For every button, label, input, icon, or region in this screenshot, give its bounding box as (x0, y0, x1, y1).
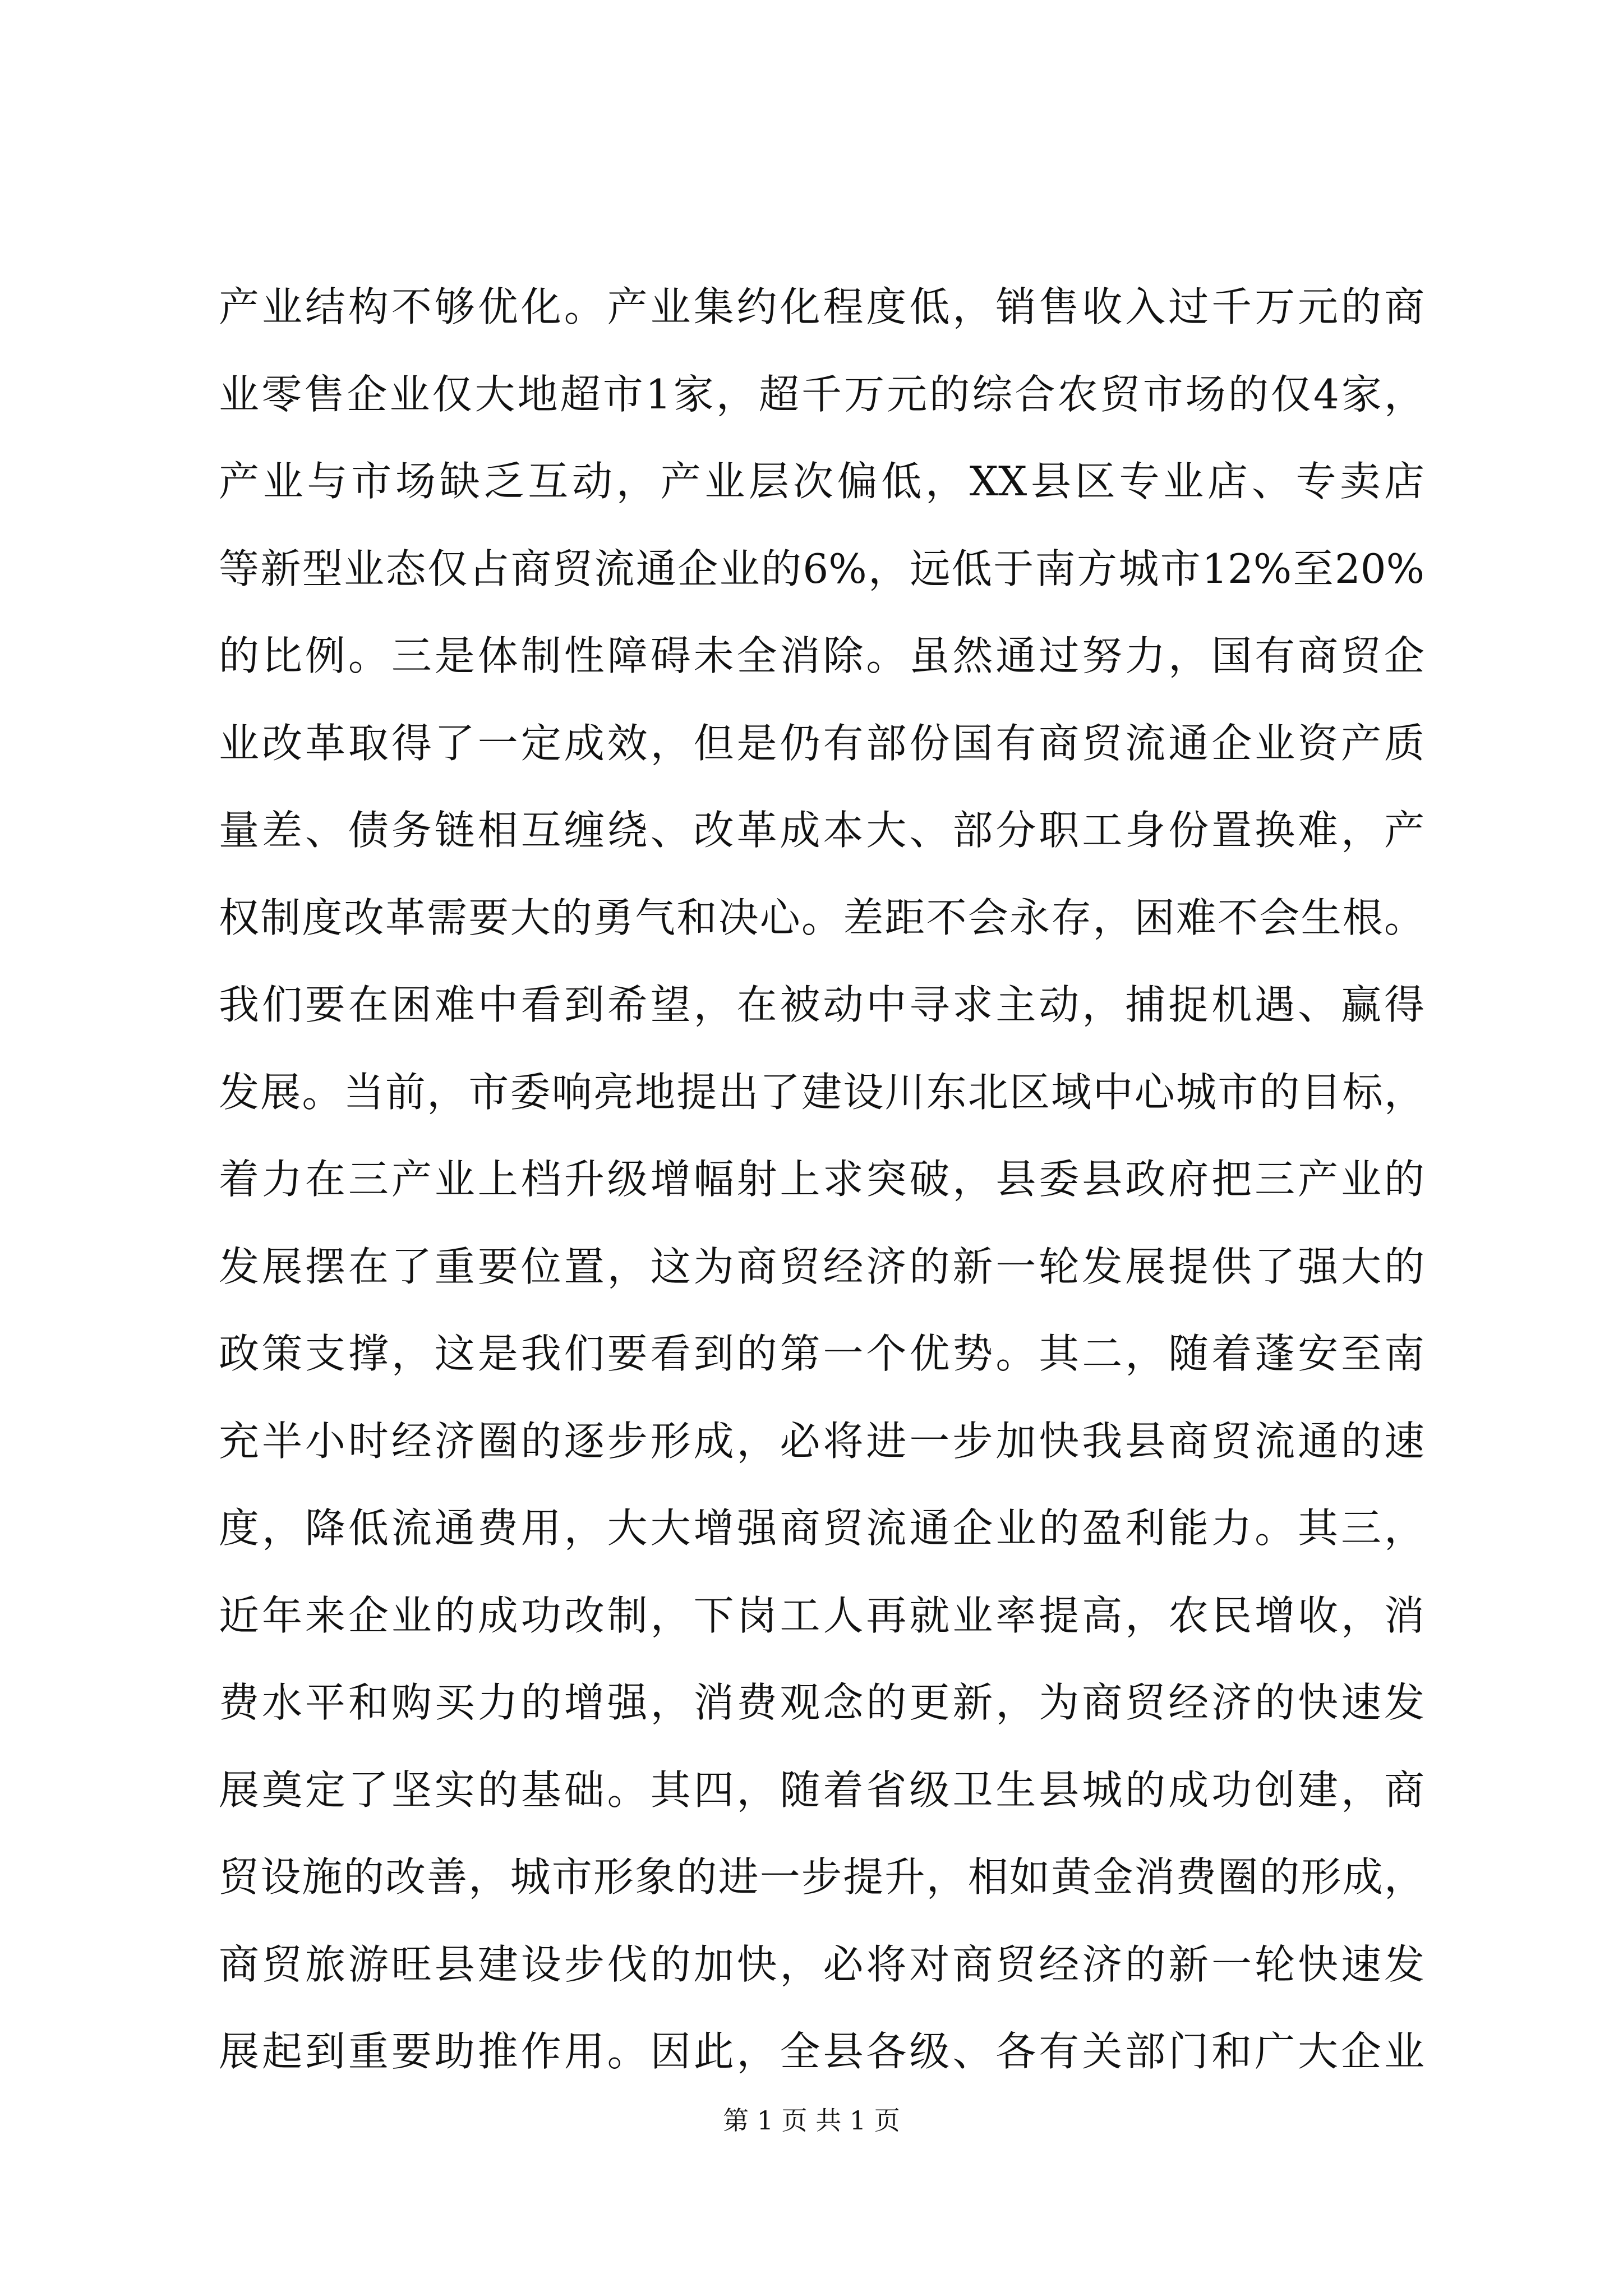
text-line: 业零售企业仅大地超市1家，超千万元的综合农贸市场的仅4家， (219, 370, 1424, 418)
text-line: 着力在三产业上档升级增幅射上求突破，县委县政府把三产业的 (219, 1156, 1424, 1203)
text-line: 产业与市场缺乏互动，产业层次偏低，XX县区专业店、专卖店 (219, 458, 1424, 505)
text-line: 贸设施的改善，城市形象的进一步提升，相如黄金消费圈的形成， (219, 1853, 1424, 1901)
text-line: 充半小时经济圈的逐步形成，必将进一步加快我县商贸流通的速 (219, 1417, 1424, 1465)
page-number-footer: 第 1 页 共 1 页 (723, 2105, 900, 2136)
text-line: 我们要在困难中看到希望，在被动中寻求主动，捕捉机遇、赢得 (219, 981, 1424, 1028)
text-line: 业改革取得了一定成效，但是仍有部份国有商贸流通企业资产质 (219, 719, 1424, 767)
text-line: 发展。当前，市委响亮地提出了建设川东北区域中心城市的目标， (219, 1068, 1424, 1116)
text-line: 展奠定了坚实的基础。其四，随着省级卫生县城的成功创建，商 (219, 1766, 1424, 1814)
text-line: 产业结构不够优化。产业集约化程度低，销售收入过千万元的商 (219, 283, 1424, 330)
body-text (219, 264, 1424, 2096)
text-line: 费水平和购买力的增强，消费观念的更新，为商贸经济的快速发 (219, 1679, 1424, 1726)
text-line: 量差、债务链相互缠绕、改革成本大、部分职工身份置换难，产 (219, 807, 1424, 854)
text-line: 政策支撑，这是我们要看到的第一个优势。其二，随着蓬安至南 (219, 1330, 1424, 1377)
text-line: 权制度改革需要大的勇气和决心。差距不会永存，困难不会生根。 (219, 894, 1424, 941)
text-line: 近年来企业的成功改制，下岗工人再就业率提高，农民增收，消 (219, 1591, 1424, 1639)
text-line: 展起到重要助推作用。因此，全县各级、各有关部门和广大企业 (219, 2028, 1424, 2075)
text-line: 的比例。三是体制性障碍未全消除。虽然通过努力，国有商贸企 (219, 632, 1424, 679)
text-line: 发展摆在了重要位置，这为商贸经济的新一轮发展提供了强大的 (219, 1243, 1424, 1290)
text-line: 度，降低流通费用，大大增强商贸流通企业的盈利能力。其三， (219, 1504, 1424, 1552)
text-line: 等新型业态仅占商贸流通企业的6%，远低于南方城市12%至20% (219, 545, 1424, 592)
text-line: 商贸旅游旺县建设步伐的加快，必将对商贸经济的新一轮快速发 (219, 1940, 1424, 1988)
